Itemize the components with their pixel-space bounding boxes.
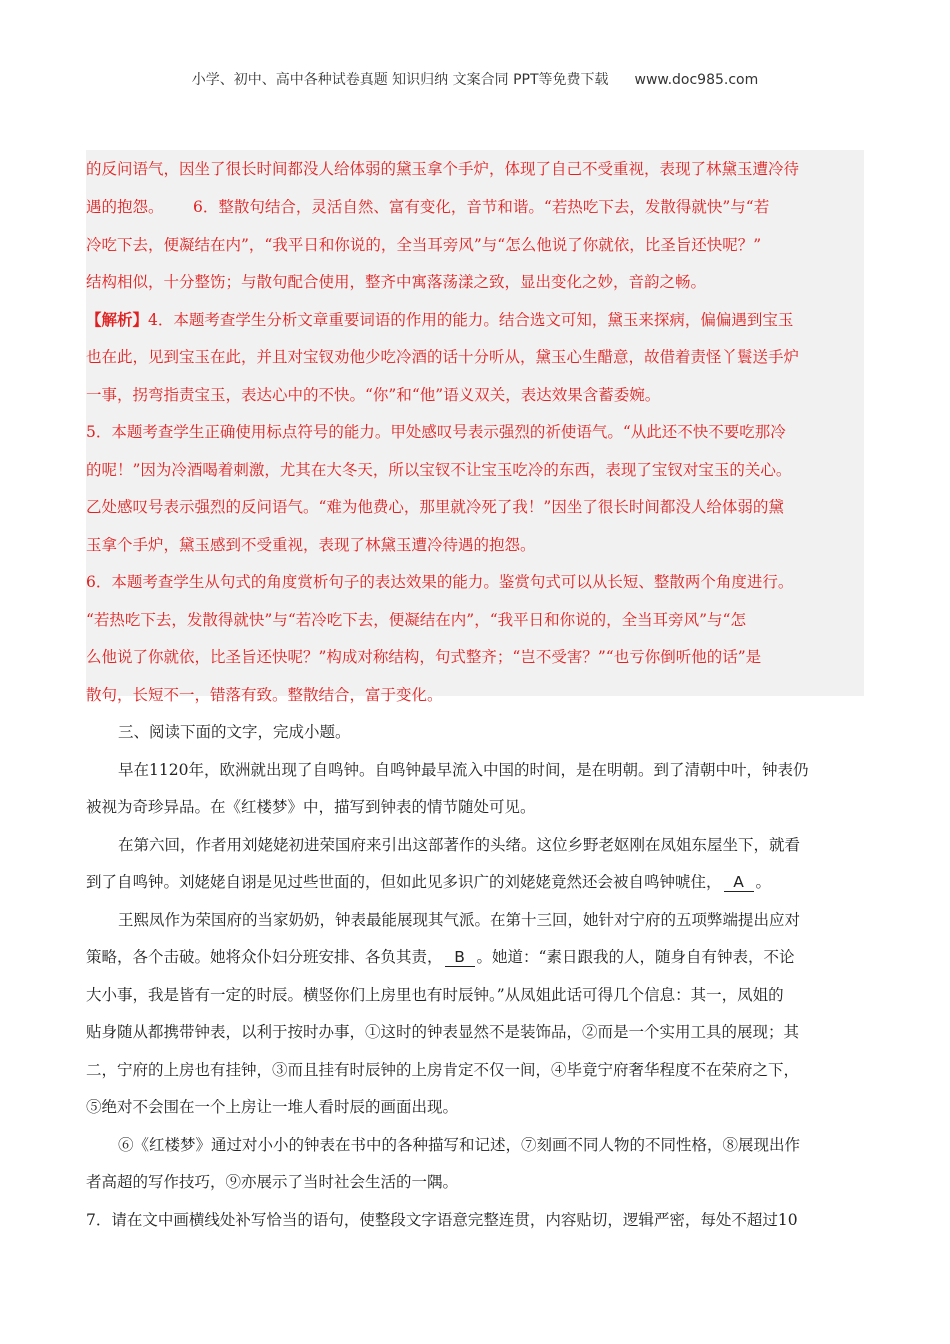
blank-a[interactable]: A <box>724 873 754 892</box>
analysis-line: 5．本题考查学生正确使用标点符号的能力。甲处感叹号表示强烈的祈使语气。“从此还不快不要吃那冷 <box>86 423 786 441</box>
analysis-line: 的呢！”因为冷酒喝着刺激，尤其在大冬天，所以宝钗不让宝玉吃冷的东西，表现了宝钗对宝玉的关心。 <box>86 461 792 479</box>
passage-line: 王熙凤作为荣国府的当家奶奶，钟表最能展现其气派。在第十三回，她针对宁府的五项弊端提出应对 <box>118 911 801 929</box>
passage-line: 贴身随从都携带钟表，以利于按时办事，①这时的钟表显然不是装饰品，②而是一个实用工具的展现；其 <box>86 1023 800 1041</box>
analysis-line: “若热吃下去，发散得就快”与“若冷吃下去，便凝结在内”，“我平日和你说的，全当耳旁风”与“怎 <box>86 611 746 629</box>
passage-line: ⑥《红楼梦》通过对小小的钟表在书中的各种描写和记述，⑦刻画不同人物的不同性格，⑧展现出作 <box>118 1136 801 1154</box>
analysis-line: 也在此，见到宝玉在此，并且对宝钗劝他少吃冷酒的话十分听从，黛玉心生醋意，故借着责怪丫鬟送手炉 <box>86 348 800 366</box>
page-header <box>0 69 950 89</box>
answer-line: 冷吃下去，便凝结在内”，“我平日和你说的，全当耳旁风”与“怎么他说了你就依，比圣旨还快呢？” <box>86 236 762 254</box>
analysis-line: 散句，长短不一，错落有致。整散结合，富于变化。 <box>86 686 443 704</box>
passage-line-with-blank-a <box>86 871 771 893</box>
analysis-line: 6．本题考查学生从句式的角度赏析句子的表达效果的能力。鉴赏句式可以从长短、整散两个角度进行。 <box>86 573 794 591</box>
analysis-text: 4．本题考查学生分析文章重要词语的作用的能力。结合选文可知，黛玉来探病，偏偏遇到宝玉 <box>148 311 794 329</box>
header-text: 小学、初中、高中各种试卷真题 知识归纳 文案合同 PPT等免费下载 <box>191 72 609 88</box>
passage-text: 策略，各个击破。她将众仆妇分班安排、各负其责， <box>86 948 443 966</box>
analysis-line: 么他说了你就依，比圣旨还快呢？”构成对称结构，句式整齐；“岂不受害？”“也亏你倒听他的话”是 <box>86 648 762 666</box>
analysis-tag: 【解析】 <box>86 310 149 329</box>
passage-line: 被视为奇珍异品。在《红楼梦》中，描写到钟表的情节随处可见。 <box>86 798 536 816</box>
passage-text: 。 <box>755 873 772 891</box>
analysis-line: 玉拿个手炉，黛玉感到不受重视，表现了林黛玉遭冷待遇的抱怨。 <box>86 536 536 554</box>
passage-line: 在第六回，作者用刘姥姥初进荣国府来引出这部著作的头绪。这位乡野老妪刚在凤姐东屋坐下，就看 <box>118 836 801 854</box>
blank-b[interactable]: B <box>445 948 475 967</box>
analysis-line: 一事，拐弯指责宝玉，表达心中的不快。“你”和“他”语义双关，表达效果含蓄委婉。 <box>86 386 661 404</box>
passage-line: ⑤绝对不会围在一个上房让一堆人看时辰的画面出现。 <box>86 1098 459 1116</box>
passage-line: 者高超的写作技巧，⑨亦展示了当时社会生活的一隅。 <box>86 1173 459 1191</box>
passage-line: 二，宁府的上房也有挂钟，③而且挂有时辰钟的上房肯定不仅一间，④毕竟宁府奢华程度不在荣府之下， <box>86 1061 800 1079</box>
answer-line: 结构相似，十分整饬；与散句配合使用，整齐中寓落荡漾之致，显出变化之妙，音韵之畅。 <box>86 273 707 291</box>
answer-line: 遇的抱怨。 6．整散句结合，灵活自然、富有变化，音节和谐。“若热吃下去，发散得就快”与“若 <box>86 198 770 216</box>
question-7: 7．请在文中画横线处补写恰当的语句，使整段文字语意完整连贯，内容贴切，逻辑严密，每处不超过10 <box>86 1211 798 1229</box>
passage-text: 到了自鸣钟。刘姥姥自诩是见过些世面的，但如此见多识广的刘姥姥竟然还会被自鸣钟唬住， <box>86 873 722 891</box>
passage-line: 大小事，我是皆有一定的时辰。横竖你们上房里也有时辰钟。”从凤姐此话可得几个信息：其一，凤姐的 <box>86 986 784 1004</box>
analysis-line-first <box>86 309 793 331</box>
analysis-line: 乙处感叹号表示强烈的反问语气。“难为他费心，那里就冷死了我！”因坐了很长时间都没人给体弱的黛 <box>86 498 784 516</box>
passage-text: 。她道：“素日跟我的人，随身自有钟表，不论 <box>476 948 795 966</box>
passage-line-with-blank-b <box>86 946 794 968</box>
section-title: 三、阅读下面的文字，完成小题。 <box>118 723 351 741</box>
header-url[interactable]: www.doc985.com <box>634 72 759 88</box>
passage-line: 早在1120年，欧洲就出现了自鸣钟。自鸣钟最早流入中国的时间，是在明朝。到了清朝中叶，钟表仍 <box>118 761 809 779</box>
answer-line: 的反问语气，因坐了很长时间都没人给体弱的黛玉拿个手炉，体现了自己不受重视，表现了林黛玉遭冷待 <box>86 160 800 178</box>
